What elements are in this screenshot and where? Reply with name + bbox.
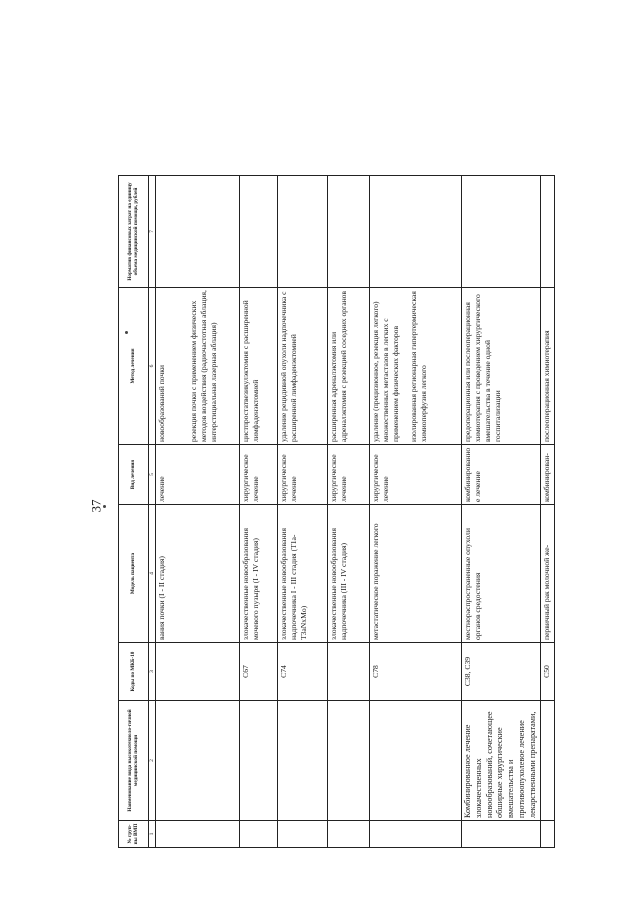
group-cell bbox=[462, 821, 541, 848]
header-icd-codes: Коды по МКБ-10 bbox=[119, 643, 149, 701]
table-row bbox=[278, 176, 328, 848]
column-number: 5 bbox=[149, 445, 156, 505]
cost-norm-cell bbox=[240, 176, 278, 288]
cost-norm-cell bbox=[540, 176, 554, 288]
table-row bbox=[156, 176, 240, 848]
vmp-name-cell bbox=[240, 701, 278, 821]
treatment-type-cell: лечение bbox=[156, 445, 240, 505]
treatment-method-text: новообразований почки bbox=[157, 365, 166, 442]
treatment-method-cell bbox=[278, 288, 328, 445]
column-number: 6 bbox=[149, 288, 156, 445]
patient-model-cell: злокачественные новообразования мочевого пузыря (I - IV стадия) bbox=[240, 505, 278, 643]
header-group-number: № груп-пы ВМП bbox=[119, 821, 149, 848]
treatment-method-text: предоперационная или послеоперационная химиотерапия с проведением хирургического вмешательства в течение одной госпитализации bbox=[463, 294, 503, 442]
icd-code-cell: C78 bbox=[370, 643, 462, 701]
group-cell bbox=[370, 821, 462, 848]
treatment-method-cell bbox=[370, 288, 462, 445]
treatment-method-cell bbox=[240, 288, 278, 445]
vmp-name-cell: Комбинированное лечение злокачественных новообразований, сочетающее обширные хирургические вмешательства и противоопухолевое лечение лекарственными препаратами, bbox=[462, 701, 541, 821]
table-row bbox=[328, 176, 370, 848]
treatment-table bbox=[118, 175, 555, 848]
column-number-row bbox=[149, 176, 156, 848]
treatment-type-cell: хирургическое лечение bbox=[278, 445, 328, 505]
patient-model-cell: метастатическое поражение легкого bbox=[370, 505, 462, 643]
header-treatment-method: Метод лечения bbox=[119, 288, 149, 445]
treatment-method-text: резекция почки с применением физических методов воздействия (радиочастотная аблация, интерстициальная лазерная аблация) bbox=[189, 290, 219, 442]
column-number: 7 bbox=[149, 176, 156, 288]
treatment-method-cell bbox=[156, 288, 240, 445]
cost-norm-cell bbox=[462, 176, 541, 288]
vmp-name-cell bbox=[278, 701, 328, 821]
treatment-type-cell: хирургическое лечение bbox=[328, 445, 370, 505]
treatment-method-text: удаление рецидивной опухоли надпочечника с расширенной лимфаденэктомией bbox=[279, 291, 299, 442]
treatment-method-text: удаление (прецизионное, резекция легкого) множественных метастазов в легких с применением физических факторов bbox=[371, 301, 401, 442]
cost-norm-cell bbox=[156, 176, 240, 288]
cost-norm-cell bbox=[328, 176, 370, 288]
treatment-method-cell bbox=[540, 288, 554, 445]
page-number: 37 bbox=[88, 499, 104, 513]
column-number: 4 bbox=[149, 505, 156, 643]
treatment-method-cell bbox=[328, 288, 370, 445]
icd-code-cell bbox=[156, 643, 240, 701]
icd-code-cell: C50 bbox=[540, 643, 554, 701]
treatment-method-text: послеоперационная химиотерапия bbox=[541, 330, 551, 442]
table-header-row bbox=[119, 176, 149, 848]
icd-code-cell: C67 bbox=[240, 643, 278, 701]
patient-model-cell: первичный рак молочной же- bbox=[540, 505, 554, 643]
vmp-name-cell bbox=[156, 701, 240, 821]
table-row bbox=[240, 176, 278, 848]
column-number: 2 bbox=[149, 701, 156, 821]
treatment-method-text: расширенная адреналэктомия или адреналэктомия с резекцией соседних органов bbox=[329, 290, 349, 442]
treatment-type-cell: хирургическое лечение bbox=[370, 445, 462, 505]
scan-dot bbox=[103, 505, 106, 508]
rotated-table-wrapper bbox=[118, 176, 551, 848]
treatment-type-cell: комбинированное лечение bbox=[462, 445, 541, 505]
patient-model-cell: злокачественные новообразования надпочечника I - III стадия (T1a-T3aNxMo) bbox=[278, 505, 328, 643]
table-row bbox=[370, 176, 462, 848]
header-treatment-type: Вид лечения bbox=[119, 445, 149, 505]
treatment-type-cell: хирургическое лечение bbox=[240, 445, 278, 505]
treatment-type-cell: комбинирован- bbox=[540, 445, 554, 505]
table-row bbox=[462, 176, 541, 848]
treatment-method-text: цистпростатвезикулэктомия с расширенной лимфаденэктомией bbox=[241, 300, 261, 442]
header-cost-norm: Норматив финансовых затрат на единицу объема медицинской помощи, рублей bbox=[119, 176, 149, 288]
group-cell bbox=[278, 821, 328, 848]
icd-code-cell: C38, C39 bbox=[462, 643, 541, 701]
group-cell bbox=[240, 821, 278, 848]
patient-model-cell: злокачественные новообразования надпочечника (III - IV стадия) bbox=[328, 505, 370, 643]
treatment-method-text: изолированная регионарная гипертермическая химиоперфузия легкого bbox=[409, 291, 429, 442]
group-cell bbox=[156, 821, 240, 848]
cost-norm-cell bbox=[278, 176, 328, 288]
icd-code-cell: C74 bbox=[278, 643, 328, 701]
group-cell bbox=[328, 821, 370, 848]
vmp-name-cell bbox=[540, 701, 554, 821]
patient-model-cell: местнораспространенные опухоли органов средостения bbox=[462, 505, 541, 643]
vmp-name-cell bbox=[328, 701, 370, 821]
column-number: 3 bbox=[149, 643, 156, 701]
icd-code-cell bbox=[328, 643, 370, 701]
vmp-name-cell bbox=[370, 701, 462, 821]
cost-norm-cell bbox=[370, 176, 462, 288]
header-vmp-name: Наименование вида высокотехноло-гичной медицинской помощи bbox=[119, 701, 149, 821]
header-patient-model: Модель пациента bbox=[119, 505, 149, 643]
table-row bbox=[540, 176, 554, 848]
group-cell bbox=[540, 821, 554, 848]
patient-model-cell: вания почки (I - II стадия) bbox=[156, 505, 240, 643]
column-number: 1 bbox=[149, 821, 156, 848]
treatment-method-cell bbox=[462, 288, 541, 445]
